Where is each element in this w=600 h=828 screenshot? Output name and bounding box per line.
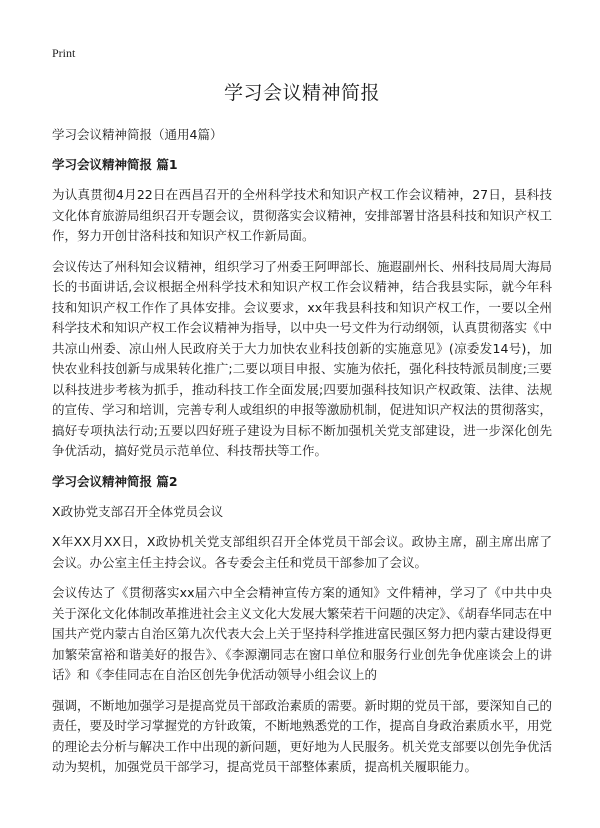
paragraph: 会议传达了州科知会议精神，组织学习了州委王阿呷部长、施遐副州长、州科技局周大海局长的书面讲话,会议根据全州科学技术和知识产权工作会议精神，结合我县实际，就今年科技和知识产权工作作了具体安排。会议要求，xx年我县科技和知识产权工作，一要以全州科学技术和知识产权工作会议精神为指导，以中央一号文件为行动纲领，认真贯彻落实《中共凉山州委、凉山州人民政府关于大力加快农业科技创新的实施意见》(凉委发14号)，加快农业科技创新与成果转化推广;二要以项目申报、实施为依托，强化科技特派员制度;三要以科技进步考核为抓手，推动科技工作全面发展;四要加强科技知识产权政策、法律、法规的宣传、学习和培训，完善专利人或组织的申报等激励机制，促进知识产权法的贯彻落实，搞好专项执法行动;五要以四好班子建设为目标不断加强机关党支部建设，进一步深化创先争优活动，搞好党员示范单位、科技帮扶等工作。 (52, 258, 553, 458)
paragraph: 会议传达了《贯彻落实xx届六中全会精神宣传方案的通知》文件精神，学习了《中共中央关于深化文化体制改革推进社会主义文化大发展大繁荣若干问题的决定》、《胡春华同志在中国共产党内蒙古自治区第九次代表大会上关于坚持科学推进富民强区努力把内蒙古建设得更加繁荣富裕和谐美好的报告》、《李源潮同志在窗口单位和服务行业创先争优座谈会上的讲话》和《李佳同志在自治区创先争优活动领导小组会议上的 (52, 585, 553, 682)
section-1 (52, 155, 552, 462)
document-page (52, 78, 552, 788)
paragraph: X年XX月XX日，X政协机关党支部组织召开全体党员干部会议。政协主席，副主席出席了会议。办公室主任主持会议。各专委会主任和党员干部参加了会议。 (52, 534, 552, 570)
paragraph: X政协党支部召开全体党员会议 (52, 503, 224, 519)
print-link[interactable]: Print (52, 46, 76, 60)
document-subtitle: 学习会议精神简报（通用4篇） (52, 127, 223, 142)
paragraph: 强调，不断地加强学习是提高党员干部政治素质的需要。新时期的党员干部，要深知自己的责任，要及时学习掌握党的方针政策，不断地熟悉党的工作，提高自身政治素质水平，用党的理论去分析与解决工作中出现的新问题，更好地为人民服务。机关党支部要以创先争优活动为契机，加强党员干部学习，提高党员干部整体素质，提高机关履职能力。 (52, 697, 553, 774)
paragraph: 为认真贯彻4月22日在西昌召开的全州科学技术和知识产权工作会议精神，27日，县科技文化体育旅游局组织召开专题会议，贯彻落实会议精神，安排部署甘洛县科技和知识产权工作，努力开创甘洛科技和知识产权工作新局面。 (52, 187, 553, 243)
section-heading: 学习会议精神简报 篇1 (52, 157, 178, 172)
section-heading: 学习会议精神简报 篇2 (52, 473, 178, 489)
section-2 (52, 472, 552, 778)
document-title: 学习会议精神简报 (223, 82, 380, 104)
